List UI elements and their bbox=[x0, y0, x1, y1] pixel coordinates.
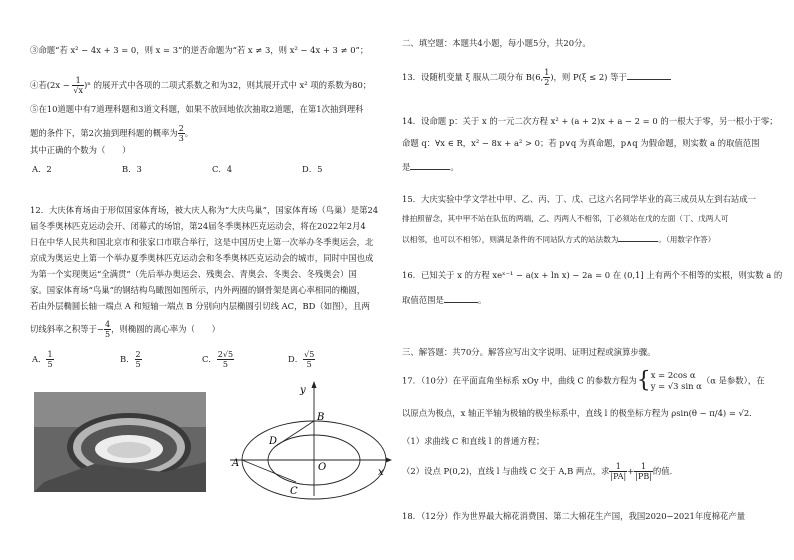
q12-frac: $\frac{4}{5}$ bbox=[105, 320, 111, 339]
count-option-d: D．5 bbox=[302, 164, 323, 174]
q12-option-b: B． $\frac{2}{5}$ bbox=[120, 350, 141, 369]
label-b: B bbox=[317, 412, 325, 423]
q13-frac: $\frac{1}{2}$ bbox=[544, 68, 550, 87]
q17-part-2-text: （2）设点 P(0,2)，直线 l 与曲线 C 交于 A,B 两点，求 bbox=[402, 466, 610, 476]
q14-text: 是 bbox=[402, 162, 411, 172]
q17-line-1 bbox=[402, 370, 765, 392]
q17-frac-2: $\frac{1}{|PB|}$ bbox=[635, 462, 652, 481]
y-axis-arrow-icon bbox=[312, 381, 317, 388]
label-y: y bbox=[300, 385, 306, 396]
q15-end: 。（用数字作答） bbox=[658, 235, 716, 244]
q14-line-1: 14．设命题 p：关于 x 的一元二次方程 x² + (a + 2)x + a − 2 = 0 的一根大于零，另一根小于零； bbox=[402, 116, 778, 126]
statement-4 bbox=[30, 76, 371, 95]
label-o: O bbox=[318, 462, 327, 473]
section-2-heading: 二、填空题：本题共4小题，每小题5分，共20分。 bbox=[402, 38, 591, 48]
q17-part-1: （1）求曲线 C 和直线 l 的普通方程； bbox=[402, 436, 545, 446]
label-a: A bbox=[232, 458, 240, 469]
statement-4-suffix: )ⁿ 的展开式中各项的二项式系数之和为32，则其展开式中 x² 项的系数为80； bbox=[84, 80, 372, 90]
statement-4-prefix: ④若 bbox=[30, 80, 47, 90]
q15-text: 以相邻，也可以不相邻），则满足条件的不同站队方式的站法数为 bbox=[402, 235, 619, 244]
statement-5-frac: $\frac{2}{3}$ bbox=[178, 124, 184, 143]
q12-line-7: 若由外层椭圆长轴一端点 A 和短轴一端点 B 分别向内层椭圆引切线 AC，BD（如图），且两 bbox=[30, 301, 370, 311]
q12-last-end: ，则椭圆的离心率为（ ） bbox=[111, 324, 220, 334]
q17-part-2-end: 的值． bbox=[652, 466, 679, 476]
q12-line-6: 家。国家体育场“鸟巢”的钢结构鸟瞰图如图所示，内外两圈的钢骨架是离心率相同的椭圆， bbox=[30, 285, 366, 295]
q17-plus: + bbox=[627, 466, 635, 476]
statement-5-line1: ⑤在10道题中有7道理科题和3道文科题，如果不放回地依次抽取2道题，在第1次抽到理科 bbox=[30, 104, 364, 114]
statement-3: ③命题“若 x² − 4x + 3 = 0，则 x = 3”的逆否命题为“若 x ≠ 3，则 x² − 4x + 3 ≠ 0”； bbox=[30, 45, 369, 55]
q15-line-3 bbox=[402, 232, 715, 245]
q16-end: 。 bbox=[477, 295, 487, 305]
statement-4-frac: $\frac{1}{√x}$ bbox=[73, 76, 84, 95]
q15-line-2: 排拍照留念，其中甲不站在队伍的两端，乙、丙两人不相邻，丁必须站在戊的左面（丁、戊两人可 bbox=[402, 214, 729, 223]
q14-end: 。 bbox=[450, 162, 459, 172]
q13-b: (6, bbox=[531, 72, 544, 82]
ellipse-diagram bbox=[226, 380, 392, 500]
q17-frac-1: $\frac{1}{|PA|}$ bbox=[610, 462, 627, 481]
q13-text: 13．设随机变量 ξ 服从二项分布 B bbox=[402, 72, 532, 82]
q12-line-1: 12．大庆体育场由于形似国家体育场，被大庆人称为“大庆鸟巢”，国家体育场（鸟巢）是第24 bbox=[30, 205, 379, 215]
q16-text: 取值范围是 bbox=[402, 295, 444, 305]
q18-line-1: 18．（12分）作为世界最大棉花消费国、第二大棉花生产国，我国2020−2021年度棉花产量 bbox=[402, 511, 746, 521]
statement-4-expr: (2x − bbox=[46, 80, 73, 90]
q17-system-row-1: x = 2cos α bbox=[650, 370, 696, 380]
q17-text: 17．（10分）在平面直角坐标系 xOy 中，曲线 C 的参数方程为 bbox=[402, 375, 637, 386]
q12-option-d: D． $\frac{√5}{5}$ bbox=[288, 350, 315, 369]
q14-line-2: 命题 q：∀x ∈ R，x² − 8x + a² > 0；若 p∨q 为真命题，p∧q 为假命题，则实数 a 的取值范围 bbox=[402, 138, 760, 148]
q17-system-row-2: y = √3 sin α bbox=[650, 381, 702, 391]
q17-brace: { bbox=[636, 368, 651, 393]
q14-answer-blank[interactable] bbox=[410, 160, 450, 170]
statement-5-line2 bbox=[30, 124, 193, 143]
statement-5-end: 。 bbox=[184, 128, 194, 138]
q14-line-3 bbox=[402, 160, 459, 173]
q13-end: )，则 P(ξ ≤ 2) 等于 bbox=[550, 72, 627, 82]
q17-system bbox=[651, 370, 702, 392]
q12-line-4: 京成为奥运史上第一个举办夏季奥林匹克运动会和冬季奥林匹克运动会的城市，同时中国也成 bbox=[30, 253, 374, 263]
q15-line-1: 15．大庆实验中学文学社中甲、乙、丙、丁、戊、己这六名同学毕业的高三成员从左到右站成一 bbox=[402, 194, 757, 204]
stadium-photo bbox=[34, 392, 206, 492]
q17-line-2: 以原点为极点，x 轴正半轴为极轴的极坐标系中，直线 l 的极坐标方程为 ρsin(θ − π/4) = √2． bbox=[402, 408, 758, 418]
q12-line-5: 为第一个实现奥运“全满贯”（先后举办奥运会、残奥会、青奥会、冬奥会、冬残奥会）国 bbox=[30, 269, 357, 279]
q16-line-1: 16．已知关于 x 的方程 xeˣ⁻¹ − a(x + ln x) − 2a = 0 在 (0,1] 上有两个不相等的实根，则实数 a 的 bbox=[402, 270, 783, 280]
count-option-b: B．3 bbox=[122, 164, 142, 174]
q15-answer-blank[interactable] bbox=[618, 232, 658, 242]
q12-line-2: 届冬季奥林匹克运动会开、闭幕式的场馆，第24届冬季奥林匹克运动会，将在2022年2月4 bbox=[30, 221, 366, 231]
statement-5-text: 题的条件下，第2次抽到理科题的概率为 bbox=[30, 128, 178, 138]
section-3-heading: 三、解答题：共70分。解答应写出文字说明、证明过程或演算步骤。 bbox=[402, 347, 656, 357]
q13 bbox=[402, 68, 671, 87]
q13-answer-blank[interactable] bbox=[627, 70, 671, 80]
q16-answer-blank[interactable] bbox=[444, 293, 478, 303]
q12-option-c: C． $\frac{2√5}{5}$ bbox=[202, 350, 234, 369]
q12-line-3: 日在中华人民共和国北京市和张家口市联合举行，这是中国历史上第一次举办冬季奥运会，北 bbox=[30, 237, 374, 247]
q12-option-a: A． $\frac{1}{5}$ bbox=[32, 350, 53, 369]
count-question: 其中正确的个数为（ ） bbox=[30, 145, 131, 155]
x-axis-arrow-icon bbox=[386, 458, 392, 463]
q16-line-2 bbox=[402, 293, 486, 306]
count-option-a: A．2 bbox=[32, 164, 52, 174]
count-option-c: C．4 bbox=[212, 164, 233, 174]
q12-last-text: 切线斜率之积等于 bbox=[30, 324, 97, 334]
label-x: x bbox=[378, 467, 384, 478]
q17-end: （α 是参数），在 bbox=[701, 375, 765, 386]
label-d: D bbox=[269, 436, 278, 447]
label-c: C bbox=[290, 486, 298, 497]
q12-line-8 bbox=[30, 320, 220, 339]
q17-part-2 bbox=[402, 462, 678, 481]
stadium-photo-drawing bbox=[34, 392, 206, 492]
q12-frac-sign: − bbox=[97, 324, 105, 334]
